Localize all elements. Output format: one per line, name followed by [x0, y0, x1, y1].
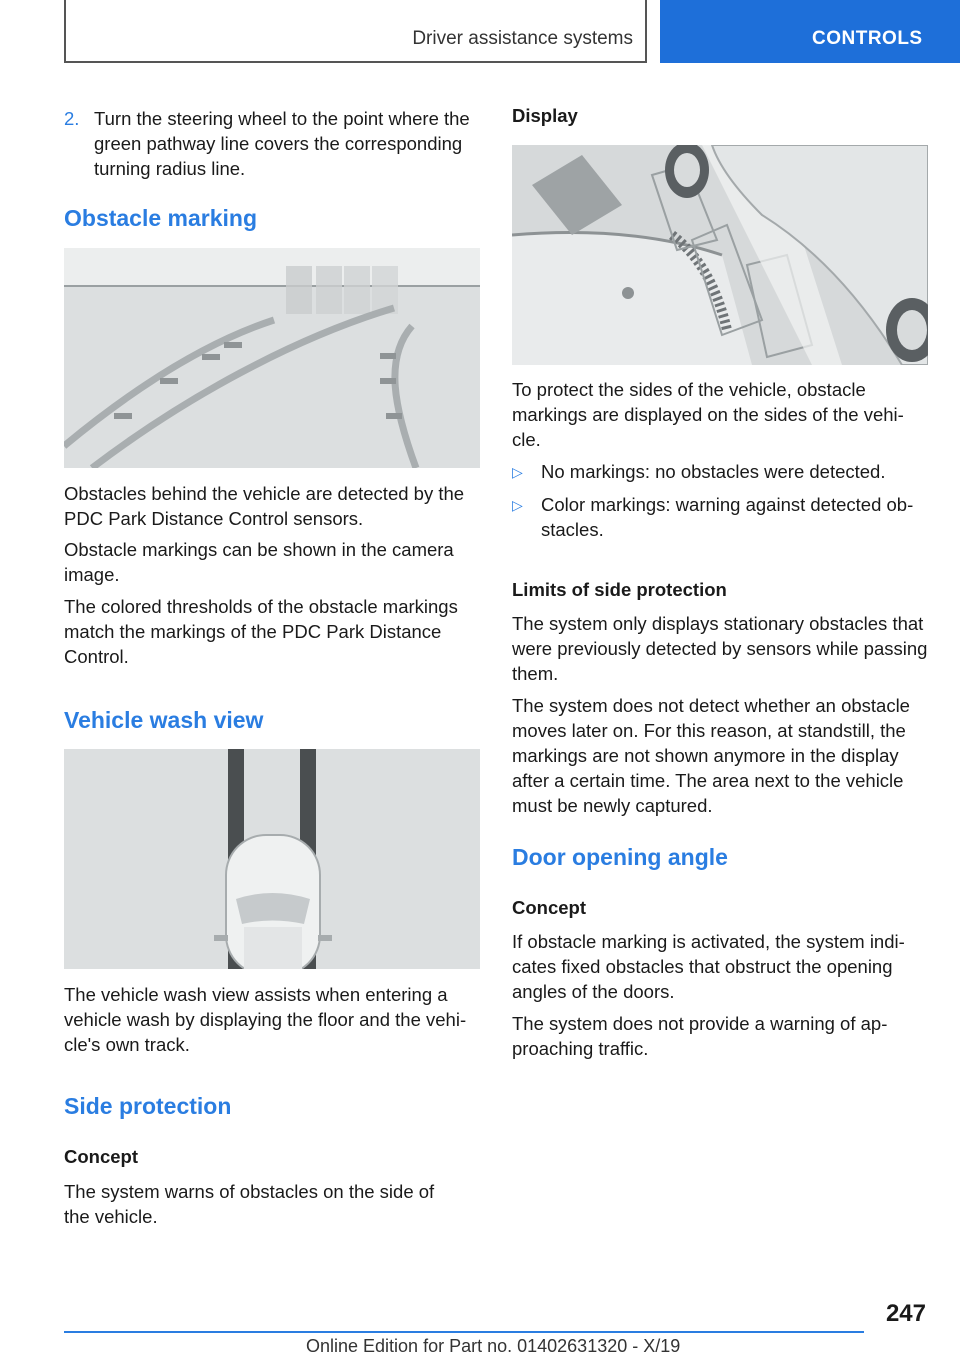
door-opening-heading: Door opening angle	[512, 844, 728, 870]
header-controls-tab[interactable]	[660, 0, 960, 63]
vehicle-wash-illustration	[64, 749, 480, 969]
header-section-title: Driver assistance systems	[412, 28, 633, 49]
limits-paragraph-1: The system only displays stationary obstacles that were previously detected by sensors while passing them.	[512, 613, 928, 684]
obstacle-marking-image	[64, 248, 480, 468]
bullet-triangle-icon: ▷	[512, 464, 523, 480]
door-paragraph-2: The system does not provide a warning of approaching traffic.	[512, 1013, 888, 1059]
header-tab-label: CONTROLS	[812, 28, 923, 49]
door-paragraph-1: If obstacle marking is activated, the system indicates fixed obstacles that obstruct the opening angles of the doors.	[512, 931, 905, 1002]
bullet-no-markings	[512, 459, 928, 484]
bullet-color-markings	[512, 492, 928, 542]
footer-divider	[64, 1331, 864, 1333]
limits-paragraph-2: The system does not detect whether an obstacle moves later on. For this reason, at standstill, the markings are not shown anymore in the display after a certain time. The area next to the vehicle must be newly captured.	[512, 695, 910, 816]
side-concept-heading: Concept	[64, 1146, 138, 1167]
obstacle-paragraph-3: The colored thresholds of the obstacle markings match the markings of the PDC Park Distance Control.	[64, 596, 458, 667]
side-protection-paragraph: The system warns of obstacles on the side of the vehicle.	[64, 1181, 435, 1227]
vehicle-wash-paragraph: The vehicle wash view assists when entering a vehicle wash by displaying the floor and the vehicle's own track.	[64, 984, 467, 1055]
door-concept-heading: Concept	[512, 897, 586, 918]
obstacle-paragraph-1: Obstacles behind the vehicle are detected by the PDC Park Distance Control sensors.	[64, 483, 465, 529]
step-number: 2.	[64, 108, 80, 129]
edition-note: Online Edition for Part no. 01402631320 - X/19	[306, 1336, 681, 1356]
header-section-box	[64, 0, 647, 63]
obstacle-marking-illustration	[64, 248, 480, 468]
bullet-triangle-icon: ▷	[512, 497, 523, 513]
step-2	[64, 106, 474, 181]
display-heading: Display	[512, 105, 578, 126]
vehicle-wash-image	[64, 749, 480, 969]
obstacle-marking-heading: Obstacle marking	[64, 205, 258, 231]
bullet-text: No markings: no obstacles were detected.	[541, 461, 886, 482]
bullet-text: Color markings: warning against detected obstacles.	[541, 494, 914, 540]
obstacle-paragraph-2: Obstacle markings can be shown in the camera image.	[64, 539, 454, 585]
display-paragraph: To protect the sides of the vehicle, obstacle markings are displayed on the sides of the vehicle.	[512, 379, 904, 450]
page-number: 247	[885, 1300, 926, 1327]
vehicle-wash-heading: Vehicle wash view	[64, 707, 264, 733]
side-protection-illustration	[512, 145, 928, 365]
side-protection-heading: Side protection	[64, 1093, 232, 1119]
step-text: Turn the steering wheel to the point where the green pathway line covers the corresponding turning radius line.	[94, 108, 470, 179]
limits-heading: Limits of side protection	[512, 579, 727, 600]
side-protection-display-image	[512, 145, 928, 365]
